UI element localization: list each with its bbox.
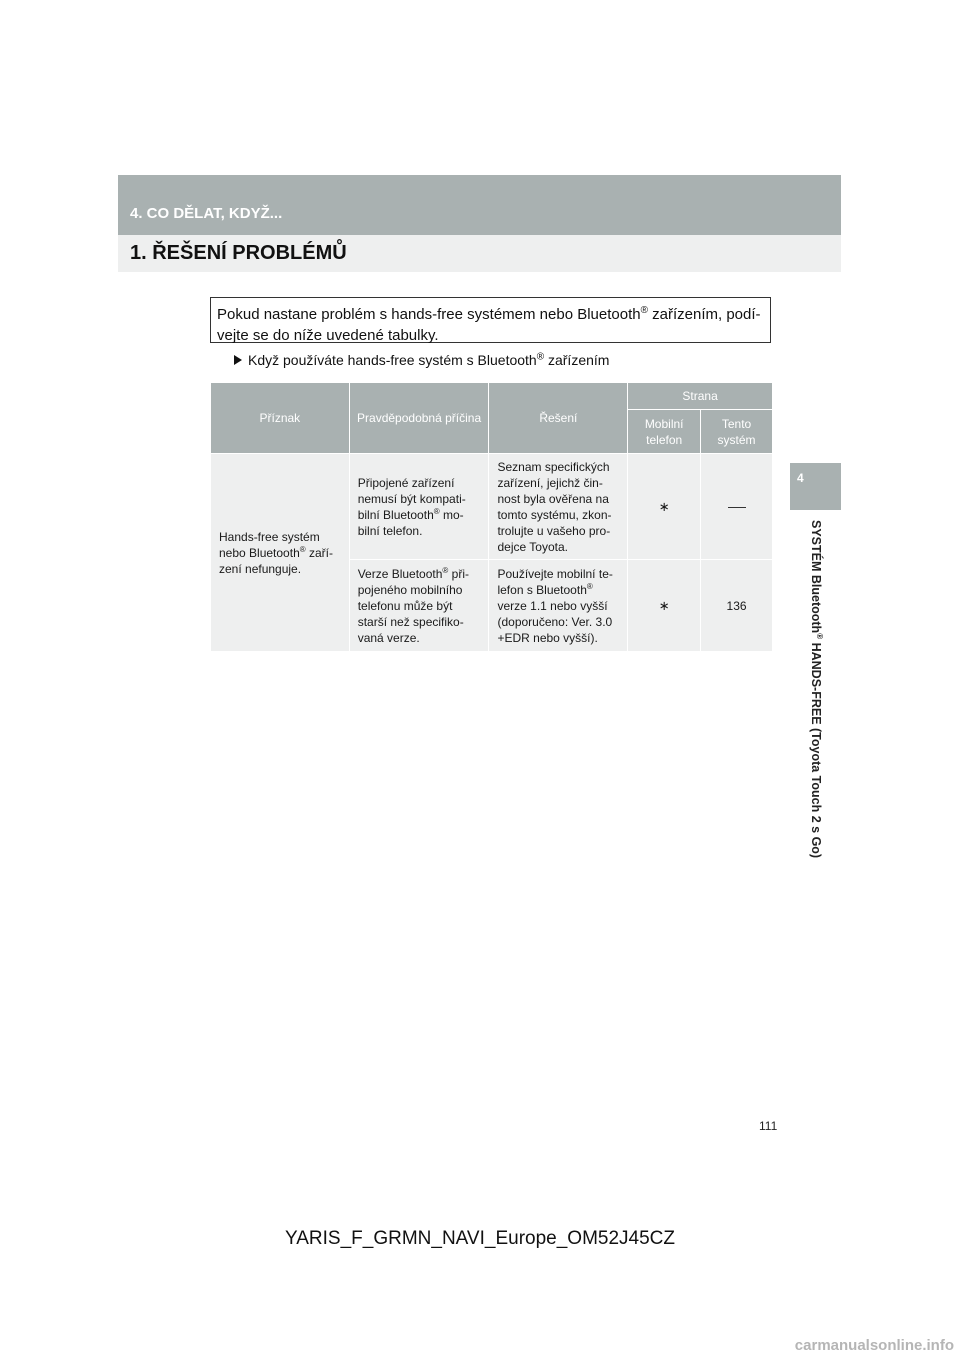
troubleshooting-table: [210, 382, 773, 652]
side-title-part1: SYSTÉM Bluetooth: [808, 520, 823, 634]
solution-text: Seznam specifických zařízení, jejichž čin-nost byla ověřena na tomto systému, zkon-trolujte u vašeho pro-dejce Toyota.: [497, 459, 612, 554]
asterisk-icon: ∗: [658, 498, 670, 514]
chapter-tab-number: 4: [797, 471, 804, 485]
solution-cell: [489, 560, 628, 652]
document-code: YARIS_F_GRMN_NAVI_Europe_OM52J45CZ: [284, 1228, 675, 1249]
watermark: carmanualsonline.info: [794, 1337, 954, 1354]
side-title-part2: HANDS-FREE (Toyota Touch 2 s Go): [808, 639, 823, 859]
system-page-cell: [701, 454, 773, 560]
mobile-page-cell: [628, 560, 701, 652]
cause-reg: ®: [442, 565, 449, 575]
symptom-text-part1: Hands-free systém nebo Bluetooth: [219, 529, 320, 560]
page-title: 1. ŘEŠENÍ PROBLÉMŮ: [130, 242, 347, 264]
section-header-bar: [118, 175, 841, 235]
cause-text-part2: při-pojeného mobilního telefonu může být starší než specifiko-vaná verze.: [357, 566, 469, 645]
solution-cell: [489, 454, 628, 560]
dash-icon: [728, 507, 746, 508]
cause-text-part1: Verze Bluetooth: [357, 566, 443, 581]
symptom-reg: ®: [299, 544, 306, 554]
header-page: Strana: [628, 383, 773, 410]
mobile-page-cell: [628, 454, 701, 560]
intro-box: [210, 297, 771, 343]
intro-reg: ®: [640, 305, 648, 316]
system-page-cell: 136: [701, 560, 773, 652]
symptom-text-part2: zaří-zení nefunguje.: [219, 545, 333, 576]
table-row: [211, 454, 773, 560]
intro-text-part2: zařízením, podí-vejte se do níže uvedené tabulky.: [217, 306, 761, 344]
section-label: 4. CO DĚLAT, KDYŽ...: [130, 205, 283, 222]
header-solution: Řešení: [489, 383, 628, 454]
side-title-reg: ®: [815, 633, 824, 640]
chapter-tab: [790, 463, 841, 510]
title-bar: [118, 235, 841, 272]
subheading-reg: ®: [536, 351, 545, 363]
subheading-part2: zařízením: [544, 352, 610, 368]
page-number: 111: [759, 1119, 778, 1133]
intro-text-part1: Pokud nastane problém s hands-free systémem nebo Bluetooth: [217, 306, 641, 323]
chapter-side-title: [806, 520, 826, 880]
cause-cell: [349, 454, 489, 560]
cause-cell: [349, 560, 489, 652]
triangle-bullet-icon: [234, 355, 242, 365]
cause-text-part2: mo-bilní telefon.: [357, 507, 464, 538]
header-this-system: Tento systém: [701, 410, 773, 454]
cause-reg: ®: [433, 506, 440, 516]
header-cause: Pravděpodobná příčina: [349, 383, 489, 454]
solution-text-part2: verze 1.1 nebo vyšší (doporučeno: Ver. 3.0 +EDR nebo vyšší).: [497, 598, 613, 645]
header-mobile-phone: Mobilní telefon: [628, 410, 701, 454]
solution-reg: ®: [586, 581, 593, 591]
header-symptom: Příznak: [211, 383, 350, 454]
subheading: [234, 352, 609, 368]
symptom-cell: [211, 454, 350, 652]
cause-text-part1: Připojené zařízení nemusí být kompati-bilní Bluetooth: [357, 475, 466, 522]
subheading-part1: Když používáte hands-free systém s Bluetooth: [248, 352, 537, 368]
asterisk-icon: ∗: [658, 597, 670, 613]
solution-text-part1: Používejte mobilní te-lefon s Bluetooth: [497, 566, 613, 597]
